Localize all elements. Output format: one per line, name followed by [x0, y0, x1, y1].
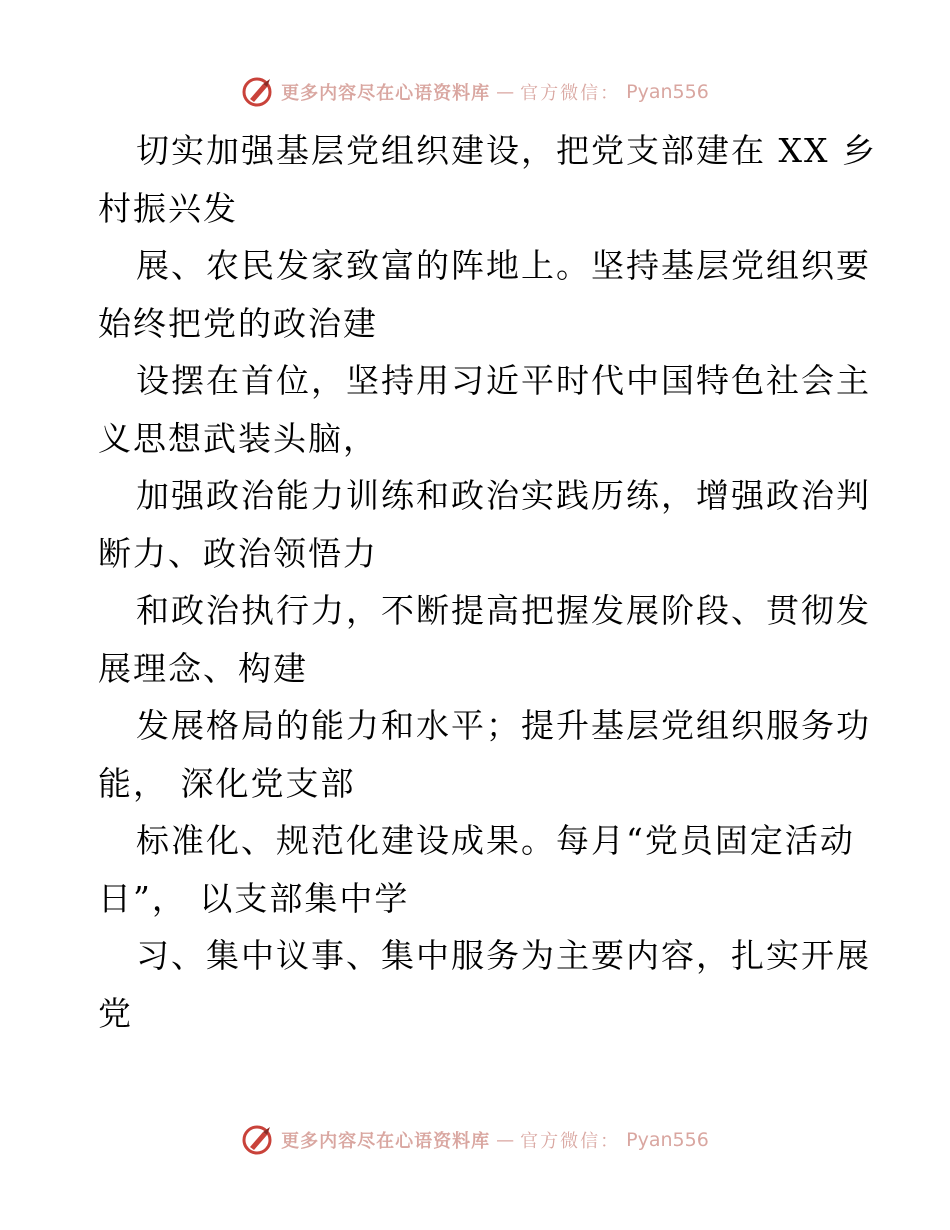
body-text-line: 设摆在首位，坚持用习近平时代中国特色社会主: [136, 361, 871, 400]
body-text-line: 党: [98, 993, 133, 1033]
document-body: [98, 122, 877, 1042]
watermark-dash: —: [496, 1129, 515, 1151]
header-watermark: [0, 72, 950, 112]
watermark-official: 官方微信：: [520, 1131, 621, 1152]
body-text-line: 展、农民发家致富的阵地上。坚持基层党组织要: [136, 246, 871, 285]
body-text-line: 展理念、构建: [98, 648, 308, 688]
body-text-line: 村振兴发: [98, 188, 238, 228]
body-text-line: 加强政治能力训练和政治实践历练，增强政治判: [136, 476, 871, 515]
watermark-brand: 更多内容尽在心语资料库: [281, 1131, 491, 1152]
watermark-account: Pyan556: [626, 1129, 709, 1151]
body-text-line: 始终把党的政治建: [98, 303, 378, 343]
pen-logo-icon: [241, 1123, 275, 1157]
pen-logo-icon: [241, 75, 275, 109]
body-text-line: 义思想武装头脑，: [98, 418, 378, 458]
watermark-dash: —: [496, 81, 515, 103]
body-text-line: 能， 深化党支部: [98, 763, 356, 803]
body-text-line: 日”， 以支部集中学: [98, 878, 410, 918]
body-text-line: 切实加强基层党组织建设，把党支部建在 XX 乡: [136, 131, 877, 170]
watermark-official: 官方微信：: [520, 83, 621, 104]
footer-watermark: [0, 1120, 950, 1160]
body-text-line: 断力、政治领悟力: [98, 533, 378, 573]
body-text-line: 标准化、规范化建设成果。每月“党员固定活动: [136, 821, 855, 860]
body-text-line: 和政治执行力，不断提高把握发展阶段、贯彻发: [136, 591, 871, 630]
body-text-line: 发展格局的能力和水平；提升基层党组织服务功: [136, 706, 871, 745]
body-text-line: 习、集中议事、集中服务为主要内容，扎实开展: [136, 936, 871, 975]
watermark-brand: 更多内容尽在心语资料库: [281, 83, 491, 104]
watermark-account: Pyan556: [626, 81, 709, 103]
